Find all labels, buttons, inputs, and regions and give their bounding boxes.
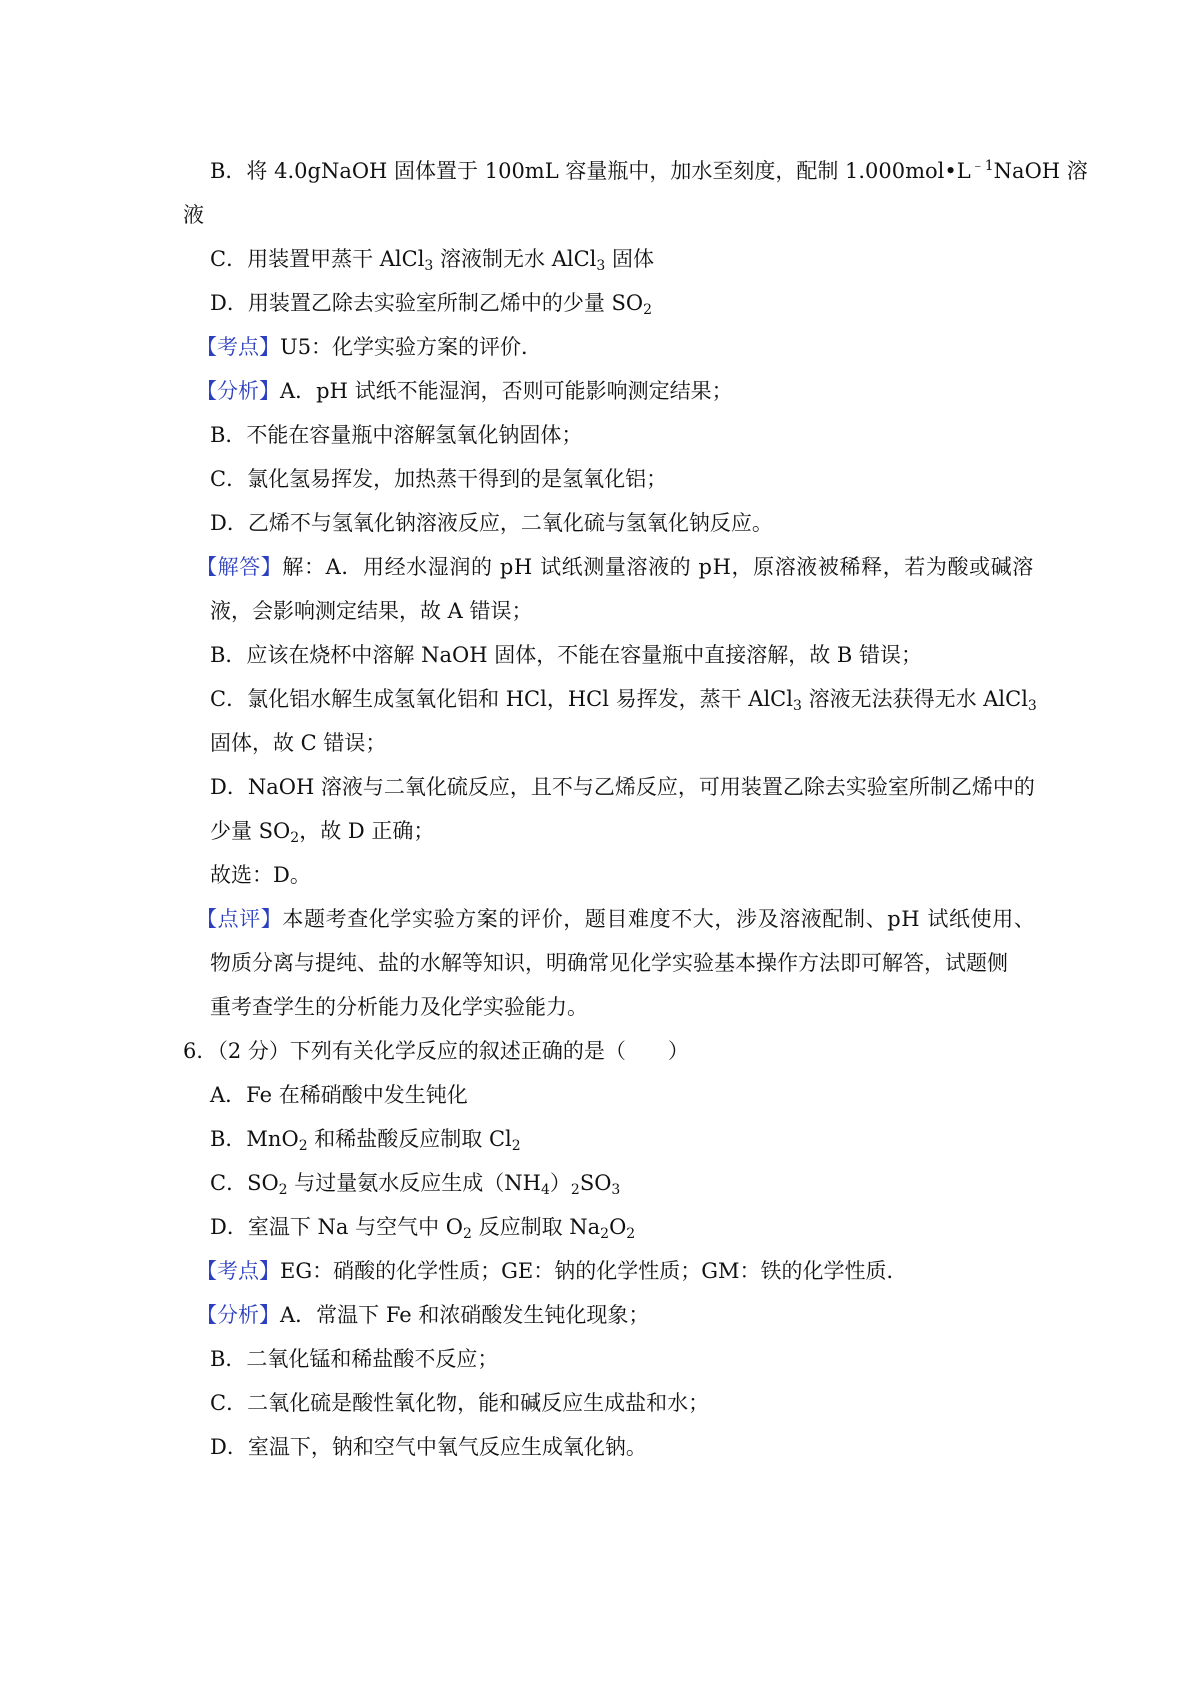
kaodian-tag: 【考点】: [196, 335, 280, 359]
dianping-text: 本题考查化学实验方案的评价，题目难度不大，涉及溶液配制、pH 试纸使用、: [282, 907, 1036, 931]
subscript: 2: [570, 1182, 580, 1198]
text-run: C．氯化铝水解生成氢氧化铝和 HCl，HCl 易挥发，蒸干 AlCl: [210, 687, 793, 711]
prev-jieda-d-line2: [210, 816, 1030, 846]
q6-fenxi-c: C．二氧化硫是酸性氧化物，能和碱反应生成盐和水；: [210, 1391, 710, 1415]
text-run: C．SO: [210, 1171, 279, 1195]
subscript: 2: [643, 302, 653, 318]
subscript: 2: [626, 1226, 636, 1242]
text-run: C．用装置甲蒸干 AlCl: [210, 247, 425, 271]
subscript: 2: [462, 1226, 472, 1242]
q6-fenxi-b: B．二氧化锰和稀盐酸不反应；: [210, 1347, 499, 1371]
prev-dianping-line3: 重考查学生的分析能力及化学实验能力。: [210, 995, 588, 1019]
text-run: O: [609, 1215, 627, 1239]
prev-fenxi-d: D．乙烯不与氢氧化钠溶液反应，二氧化硫与氢氧化钠反应。: [210, 511, 773, 535]
kaodian-tag: 【考点】: [196, 1259, 280, 1283]
subscript: 3: [596, 258, 606, 274]
prev-jieda-c-line2: 固体，故 C 错误；: [210, 731, 387, 755]
text-run: 溶液制无水 AlCl: [433, 247, 597, 271]
prev-fenxi-c: C．氯化氢易挥发，加热蒸干得到的是氢氧化铝；: [210, 467, 668, 491]
subscript: 3: [611, 1182, 621, 1198]
prev-jieda-choice: 故选：D。: [210, 863, 311, 887]
text-run: D．室温下 Na 与空气中 O: [210, 1215, 463, 1239]
subscript: 2: [600, 1226, 610, 1242]
prev-jieda: [196, 552, 1034, 582]
subscript: 2: [278, 1182, 288, 1198]
prev-jieda-c-line1: [210, 684, 1037, 714]
subscript: 2: [511, 1138, 521, 1154]
fenxi-text: A．常温下 Fe 和浓硝酸发生钝化现象；: [280, 1303, 650, 1327]
q6-fenxi-d: D．室温下，钠和空气中氧气反应生成氧化钠。: [210, 1435, 647, 1459]
prev-jieda-b: B．应该在烧杯中溶解 NaOH 固体，不能在容量瓶中直接溶解，故 B 错误；: [210, 643, 922, 667]
text-run: NaOH 溶: [993, 159, 1088, 183]
subscript: 2: [290, 830, 300, 846]
prev-fenxi: [196, 376, 1016, 406]
text-run: B．MnO: [210, 1127, 299, 1151]
dianping-tag: 【点评】: [196, 907, 283, 931]
prev-jieda-a-line2: 液，会影响测定结果，故 A 错误；: [210, 599, 533, 623]
q6-option-b: [210, 1124, 1030, 1154]
text-run: 溶液无法获得无水 AlCl: [801, 687, 1028, 711]
prev-jieda-d-line1: D．NaOH 溶液与二氧化硫反应，且不与乙烯反应，可用装置乙除去实验室所制乙烯中的: [210, 775, 1035, 799]
text-run: ，故 D 正确；: [299, 819, 435, 843]
fenxi-text: A．pH 试纸不能湿润，否则可能影响测定结果；: [280, 379, 733, 403]
fenxi-tag: 【分析】: [196, 1303, 280, 1327]
q6-kaodian: [196, 1256, 1016, 1286]
text-run: 固体: [605, 247, 654, 271]
question-6-stem: 6．（2 分）下列有关化学反应的叙述正确的是（ ）: [183, 1039, 689, 1063]
subscript: 3: [792, 698, 802, 714]
text-run: 和稀盐酸反应制取 Cl: [307, 1127, 512, 1151]
prev-option-b-line1: [210, 156, 1088, 186]
subscript: 4: [540, 1182, 550, 1198]
prev-dianping-line2: 物质分离与提纯、盐的水解等知识，明确常见化学实验基本操作方法即可解答，试题侧: [210, 951, 1008, 975]
jieda-tag: 【解答】: [196, 555, 283, 579]
subscript: 2: [298, 1138, 308, 1154]
text-run: SO: [579, 1171, 612, 1195]
text-run: ）: [549, 1171, 571, 1195]
text-run: 少量 SO: [210, 819, 291, 843]
text-run: 反应制取 Na: [471, 1215, 601, 1239]
q6-option-a: A．Fe 在稀硝酸中发生钝化: [210, 1083, 468, 1107]
prev-option-c: [210, 244, 1030, 274]
kaodian-text: U5：化学实验方案的评价．: [280, 335, 543, 359]
subscript: 3: [424, 258, 434, 274]
jieda-text: 解：A．用经水湿润的 pH 试纸测量溶液的 pH，原溶液被稀释，若为酸或碱溶: [282, 555, 1034, 579]
q6-fenxi: [196, 1300, 1016, 1330]
prev-dianping: [196, 904, 1036, 934]
subscript: 3: [1027, 698, 1037, 714]
text-run: D．用装置乙除去实验室所制乙烯中的少量 SO: [210, 291, 644, 315]
fenxi-tag: 【分析】: [196, 379, 280, 403]
prev-kaodian: [196, 332, 1016, 362]
q6-option-c: [210, 1168, 1030, 1198]
text-run: B．将 4.0gNaOH 固体置于 100mL 容量瓶中，加水至刻度，配制 1.000mol•L: [210, 159, 971, 183]
prev-fenxi-b: B．不能在容量瓶中溶解氢氧化钠固体；: [210, 423, 583, 447]
q6-option-d: [210, 1212, 1030, 1242]
kaodian-text: EG：硝酸的化学性质；GE：钠的化学性质；GM：铁的化学性质．: [280, 1259, 908, 1283]
text-run: 与过量氨水反应生成（NH: [287, 1171, 541, 1195]
prev-option-b-line2: 液: [183, 203, 204, 227]
prev-option-d: [210, 288, 1030, 318]
superscript: ﹣1: [970, 158, 994, 174]
